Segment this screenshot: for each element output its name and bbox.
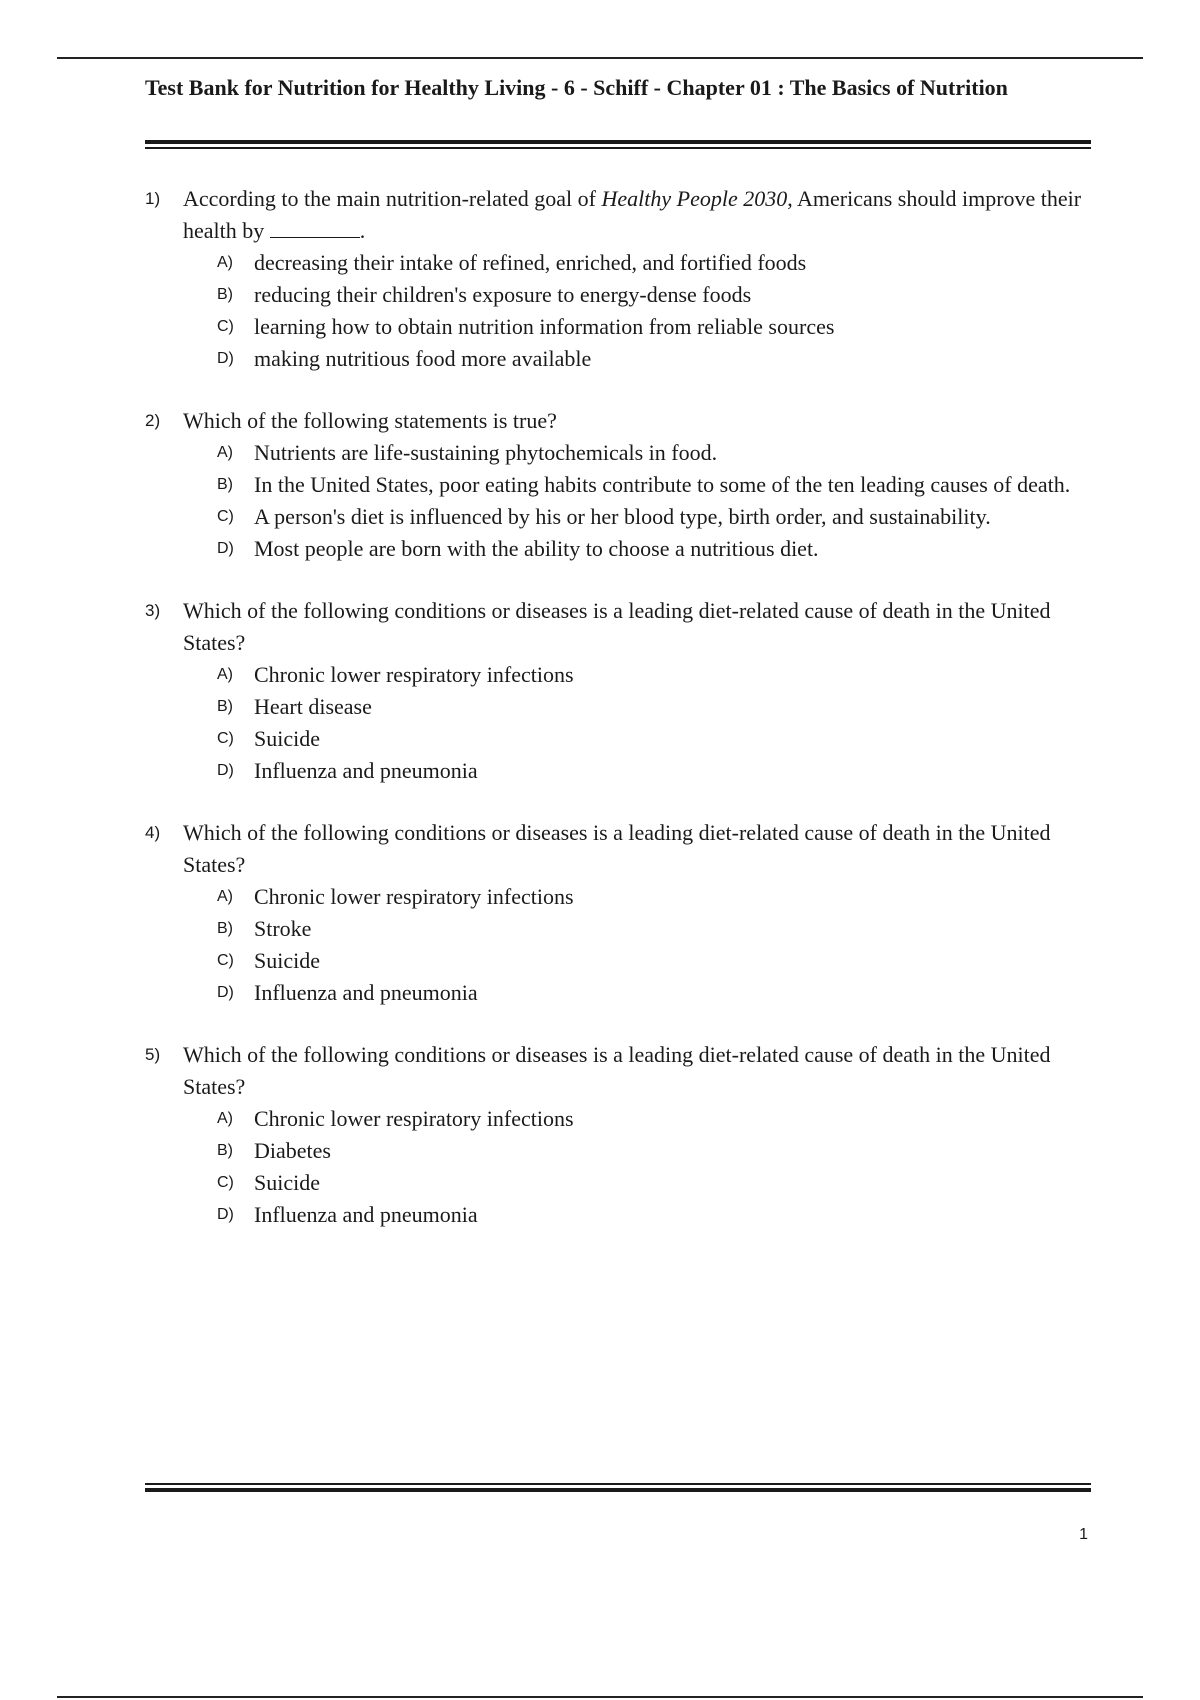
answer-option — [217, 311, 1091, 343]
option-letter: A) — [217, 1110, 233, 1127]
answer-option — [217, 1103, 1091, 1135]
answer-option — [217, 755, 1091, 787]
option-text: In the United States, poor eating habits contribute to some of the ten leading causes of death. — [254, 472, 1071, 497]
answer-option — [217, 1199, 1091, 1231]
answer-option — [217, 945, 1091, 977]
option-letter: C) — [217, 508, 234, 525]
answer-options — [217, 247, 1091, 375]
option-letter: D) — [217, 350, 234, 367]
answer-options — [217, 881, 1091, 1009]
answer-option — [217, 723, 1091, 755]
question-text: Which of the following conditions or diseases is a leading diet-related cause of death in the United States? — [183, 598, 1051, 655]
question-list — [145, 183, 1091, 1261]
footer-double-rule — [145, 1483, 1091, 1492]
option-text: decreasing their intake of refined, enriched, and fortified foods — [254, 250, 807, 275]
option-text: Chronic lower respiratory infections — [254, 1106, 574, 1131]
question-1 — [145, 183, 1091, 375]
answer-option — [217, 881, 1091, 913]
option-text: Nutrients are life-sustaining phytochemicals in food. — [254, 440, 718, 465]
option-letter: C) — [217, 318, 234, 335]
question-text: Which of the following conditions or diseases is a leading diet-related cause of death in the United States? — [183, 820, 1051, 877]
answer-option — [217, 659, 1091, 691]
option-letter: D) — [217, 1206, 234, 1223]
answer-option — [217, 533, 1091, 565]
answer-option — [217, 247, 1091, 279]
option-letter: B) — [217, 1142, 233, 1159]
page-top-rule — [57, 57, 1143, 59]
option-text: reducing their children's exposure to energy-dense foods — [254, 282, 752, 307]
option-text: Suicide — [254, 726, 320, 751]
option-text: Suicide — [254, 1170, 320, 1195]
option-text: Chronic lower respiratory infections — [254, 884, 574, 909]
answer-option — [217, 279, 1091, 311]
question-text: Which of the following statements is true? — [183, 408, 557, 433]
answer-option — [217, 977, 1091, 1009]
option-letter: A) — [217, 254, 233, 271]
question-text: Which of the following conditions or diseases is a leading diet-related cause of death in the United States? — [183, 1042, 1051, 1099]
option-text: Chronic lower respiratory infections — [254, 662, 574, 687]
option-letter: D) — [217, 984, 234, 1001]
option-letter: B) — [217, 920, 233, 937]
option-text: Influenza and pneumonia — [254, 980, 478, 1005]
question-4 — [145, 817, 1091, 1009]
option-letter: D) — [217, 540, 234, 557]
answer-option — [217, 437, 1091, 469]
option-letter: C) — [217, 952, 234, 969]
option-letter: A) — [217, 444, 233, 461]
option-text: Heart disease — [254, 694, 372, 719]
option-letter: A) — [217, 666, 233, 683]
answer-options — [217, 437, 1091, 565]
question-3 — [145, 595, 1091, 787]
option-text: learning how to obtain nutrition information from reliable sources — [254, 314, 835, 339]
option-letter: C) — [217, 730, 234, 747]
option-letter: B) — [217, 476, 233, 493]
question-2 — [145, 405, 1091, 565]
answer-options — [217, 659, 1091, 787]
option-text: Influenza and pneumonia — [254, 1202, 478, 1227]
answer-blank — [270, 219, 360, 238]
question-number: 5) — [145, 1045, 161, 1064]
answer-option — [217, 501, 1091, 533]
answer-option — [217, 691, 1091, 723]
option-letter: B) — [217, 698, 233, 715]
answer-option — [217, 1167, 1091, 1199]
option-letter: D) — [217, 762, 234, 779]
answer-option — [217, 913, 1091, 945]
option-text: Most people are born with the ability to choose a nutritious diet. — [254, 536, 819, 561]
option-letter: C) — [217, 1174, 234, 1191]
option-letter: A) — [217, 888, 233, 905]
question-text: According to the main nutrition-related goal of Healthy People 2030, Americans should improve their health by . — [183, 186, 1082, 243]
option-text: A person's diet is influenced by his or her blood type, birth order, and sustainability. — [254, 504, 991, 529]
question-5 — [145, 1039, 1091, 1231]
page-number: 1 — [1079, 1526, 1088, 1543]
option-text: Influenza and pneumonia — [254, 758, 478, 783]
question-number: 1) — [145, 189, 161, 208]
option-letter: B) — [217, 286, 233, 303]
answer-options — [217, 1103, 1091, 1231]
option-text: making nutritious food more available — [254, 346, 592, 371]
answer-option — [217, 343, 1091, 375]
page-bottom-rule — [57, 1696, 1143, 1698]
question-number: 3) — [145, 601, 161, 620]
option-text: Diabetes — [254, 1138, 331, 1163]
question-number: 2) — [145, 411, 161, 430]
question-number: 4) — [145, 823, 161, 842]
answer-option — [217, 1135, 1091, 1167]
option-text: Suicide — [254, 948, 320, 973]
answer-option — [217, 469, 1091, 501]
document-title: Test Bank for Nutrition for Healthy Living - 6 - Schiff - Chapter 01 : The Basics of Nutrition — [145, 75, 1008, 100]
option-text: Stroke — [254, 916, 312, 941]
